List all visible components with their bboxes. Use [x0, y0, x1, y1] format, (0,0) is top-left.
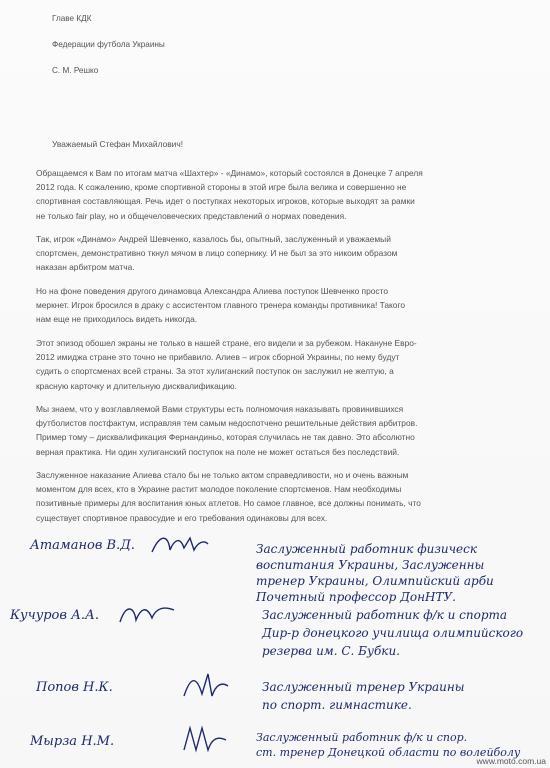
signatory-title-line: Дир-р донецкого училища олимпийского	[262, 626, 524, 640]
paragraph-line: не только fair play, но и общечеловеческих представлений о нормах поведения.	[36, 210, 347, 221]
signatory-title-line: Заслуженный работник ф/к и спорта	[262, 608, 508, 622]
paragraph-line: верная практика. Ни один хулиганский поступок на поле не может остаться без последствий.	[36, 446, 400, 457]
signatory-3-signature	[180, 670, 230, 700]
signatory-2-signature	[118, 600, 178, 626]
recipient-line-3: С. М. Решко	[52, 66, 99, 75]
paragraph-line: существует спортивное правосудие и его требования одинаковы для всех.	[36, 512, 328, 523]
paragraph-line: моментом для всех, кто в Украине растит молодое поколение спортсменов. Нам необходимы	[36, 484, 402, 495]
signatory-2-name: Кучуров А.А.	[10, 608, 100, 623]
paragraph-line: Мы знаем, что у возглавляемой Вами структуры есть полномочия наказывать провинившихся	[36, 404, 404, 414]
paragraph-line: нам еще не приходилось видеть никогда.	[36, 314, 198, 325]
paragraph-line: спортсмен, демонстративно ткнул мячом в лицо сопернику. И не был за это никоим образом	[36, 248, 398, 259]
signatory-title-line: Заслуженный тренер Украины	[262, 680, 465, 694]
signatory-title-line: резерва им. С. Бубки.	[262, 644, 400, 658]
paragraph-line: футболистов постфактум, исправляя тем самым недоспотчено решительные действия арбитров.	[36, 418, 418, 429]
paragraph-line: спортивная составляющая. Речь идет о поступках некоторых игроков, которые выходят за рамки	[36, 196, 415, 207]
recipient-line-2: Федерации футбола Украины	[52, 40, 165, 49]
signatory-1-title	[256, 541, 494, 605]
paragraph-line: 2012 имиджа стране это точно не прибавило. Алиев – игрок сборной Украины, по нему будут	[36, 352, 400, 363]
signatory-title-line: по спорт. гимнастике.	[262, 698, 412, 712]
paragraph-6	[36, 468, 516, 525]
paragraph-line: 2012 года. К сожалению, кроме спортивной стороны в этой игре была велика и совершенно не	[36, 182, 407, 193]
signatory-4-name: Мырза Н.М.	[30, 734, 115, 749]
paragraph-line: Заслуженное наказание Алиева стало бы не только актом справедливости, но и очень важным	[36, 470, 409, 480]
signatory-title-line: тренер Украины, Олимпийский арби	[256, 574, 494, 588]
paragraph-line: меркнет. Игрок бросился в драку с ассистентом главного тренера команды противника! Такого	[36, 300, 405, 311]
source-url: www.moto.com.ua	[476, 756, 546, 766]
signatory-title-line: ст. тренер Донецкой области по волейболу	[256, 746, 521, 759]
paragraph-4	[36, 336, 516, 393]
paragraph-line: красную карточку и длительную дисквалификацию.	[36, 380, 237, 391]
paragraph-3	[36, 284, 516, 327]
paragraph-line: наказан арбитром матча.	[36, 262, 135, 273]
signatory-title-line: воспитания Украины, Заслуженны	[256, 558, 485, 572]
signatory-1-name: Атаманов В.Д.	[30, 538, 135, 553]
paragraph-line: позитивные примеры для воспитания юных атлетов. Но самое главное, все должны понимать, что	[36, 498, 421, 509]
paragraph-1	[36, 166, 516, 223]
signatory-2-title	[262, 606, 523, 660]
signatory-3-name: Попов Н.К.	[36, 680, 113, 695]
signatory-title-line: Заслуженный работник ф/к и спор.	[256, 731, 468, 744]
paragraph-line: Пример тому – дисквалификация Фернандиньо, которая случилась не так давно. Это абсолютно	[36, 432, 415, 443]
greeting: Уважаемый Стефан Михайлович!	[52, 139, 184, 149]
signatory-title-line: Почетный профессор ДонНТУ.	[256, 590, 456, 604]
paragraph-line: судить о спортсменах всей страны. За этот хулиганский поступок он заслужил не желтую, а	[36, 366, 394, 377]
signatory-3-title	[262, 678, 465, 714]
paragraph-2	[36, 232, 516, 275]
signatory-4-signature	[180, 722, 230, 754]
paragraph-line: Этот эпизод обошел экраны не только в нашей стране, его видели и за рубежом. Накануне Евро-	[36, 338, 417, 348]
paragraph-line: Но на фоне поведения другого динамовца Александра Алиева поступок Шевченко просто	[36, 286, 388, 296]
signatory-title-line: Заслуженный работник физическ	[256, 542, 478, 556]
paragraph-line: Обращаемся к Вам по итогам матча «Шахтер» - «Динамо», который состоялся в Донецке 7 апреля	[36, 168, 423, 178]
recipient-line-1: Главе КДК	[52, 14, 92, 23]
signatory-1-signature	[150, 532, 210, 556]
paragraph-5	[36, 402, 516, 459]
paragraph-line: Так, игрок «Динамо» Андрей Шевченко, казалось бы, опытный, заслуженный и уважаемый	[36, 234, 391, 244]
